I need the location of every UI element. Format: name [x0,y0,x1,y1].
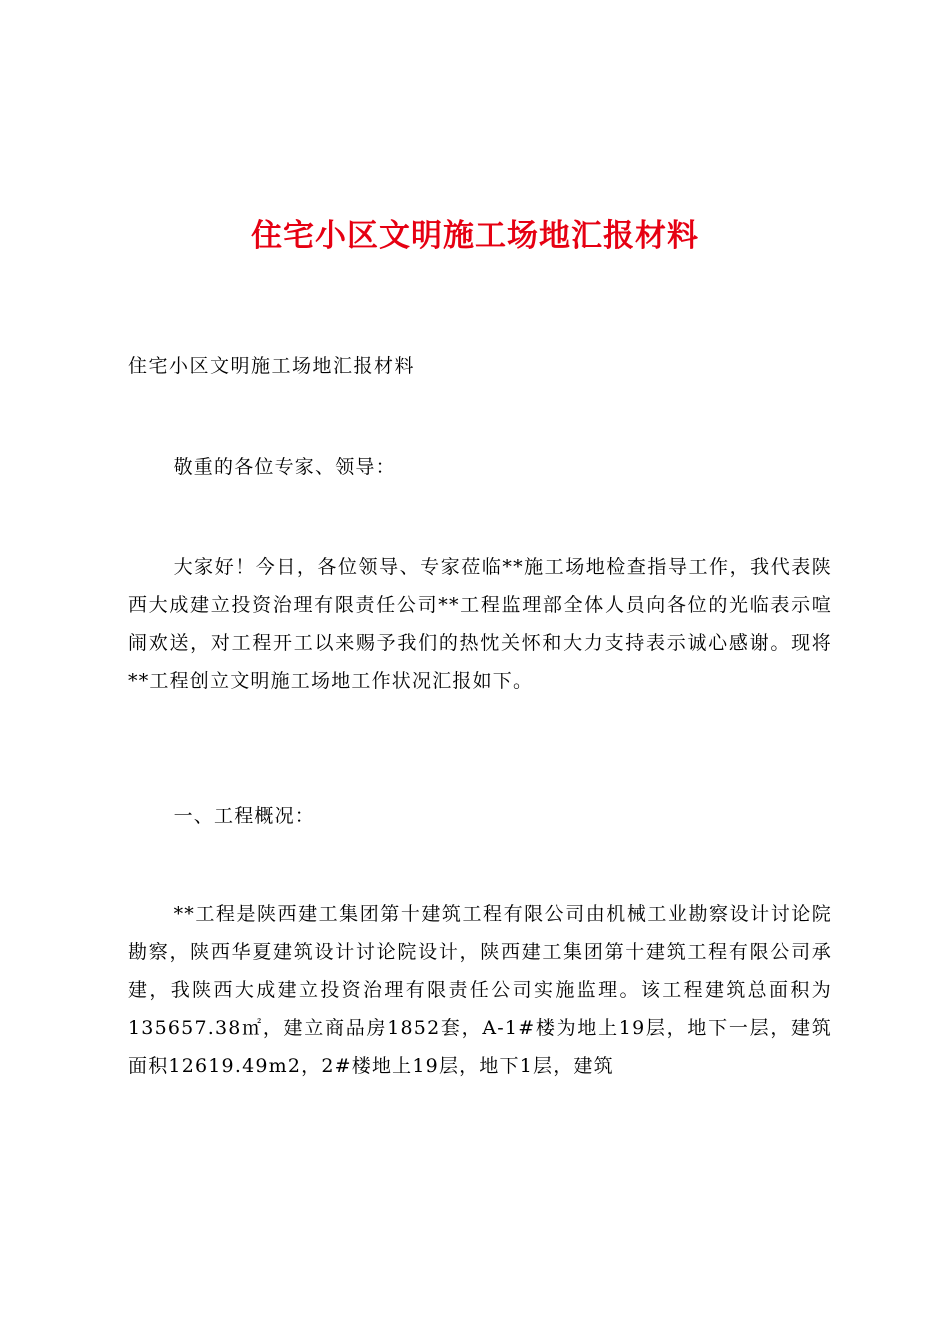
document-title: 住宅小区文明施工场地汇报材料 [251,218,699,254]
overview-paragraph: **工程是陕西建工集团第十建筑工程有限公司由机械工业勘察设计讨论院勘察，陕西华夏建筑设计讨论院设计，陕西建工集团第十建筑工程有限公司承建，我陕西大成建立投资治理有限责任公司实施监理。该工程建筑总面积为135657.38㎡，建立商品房1852套，A-1#楼为地上19层，地下一层，建筑面积12619.49m2，2#楼地上19层，地下1层，建筑 [128,903,832,1077]
welcome-paragraph: 大家好！今日，各位领导、专家莅临**施工场地检查指导工作，我代表陕西大成建立投资治理有限责任公司**工程监理部全体人员向各位的光临表示喧闹欢送，对工程开工以来赐予我们的热忱关怀和大力支持表示诚心感谢。现将**工程创立文明施工场地工作状况汇报如下。 [128,556,832,692]
document-subtitle: 住宅小区文明施工场地汇报材料 [128,355,416,377]
section-heading: 一、工程概况： [173,805,315,827]
salutation-paragraph: 敬重的各位专家、领导： [173,456,396,478]
